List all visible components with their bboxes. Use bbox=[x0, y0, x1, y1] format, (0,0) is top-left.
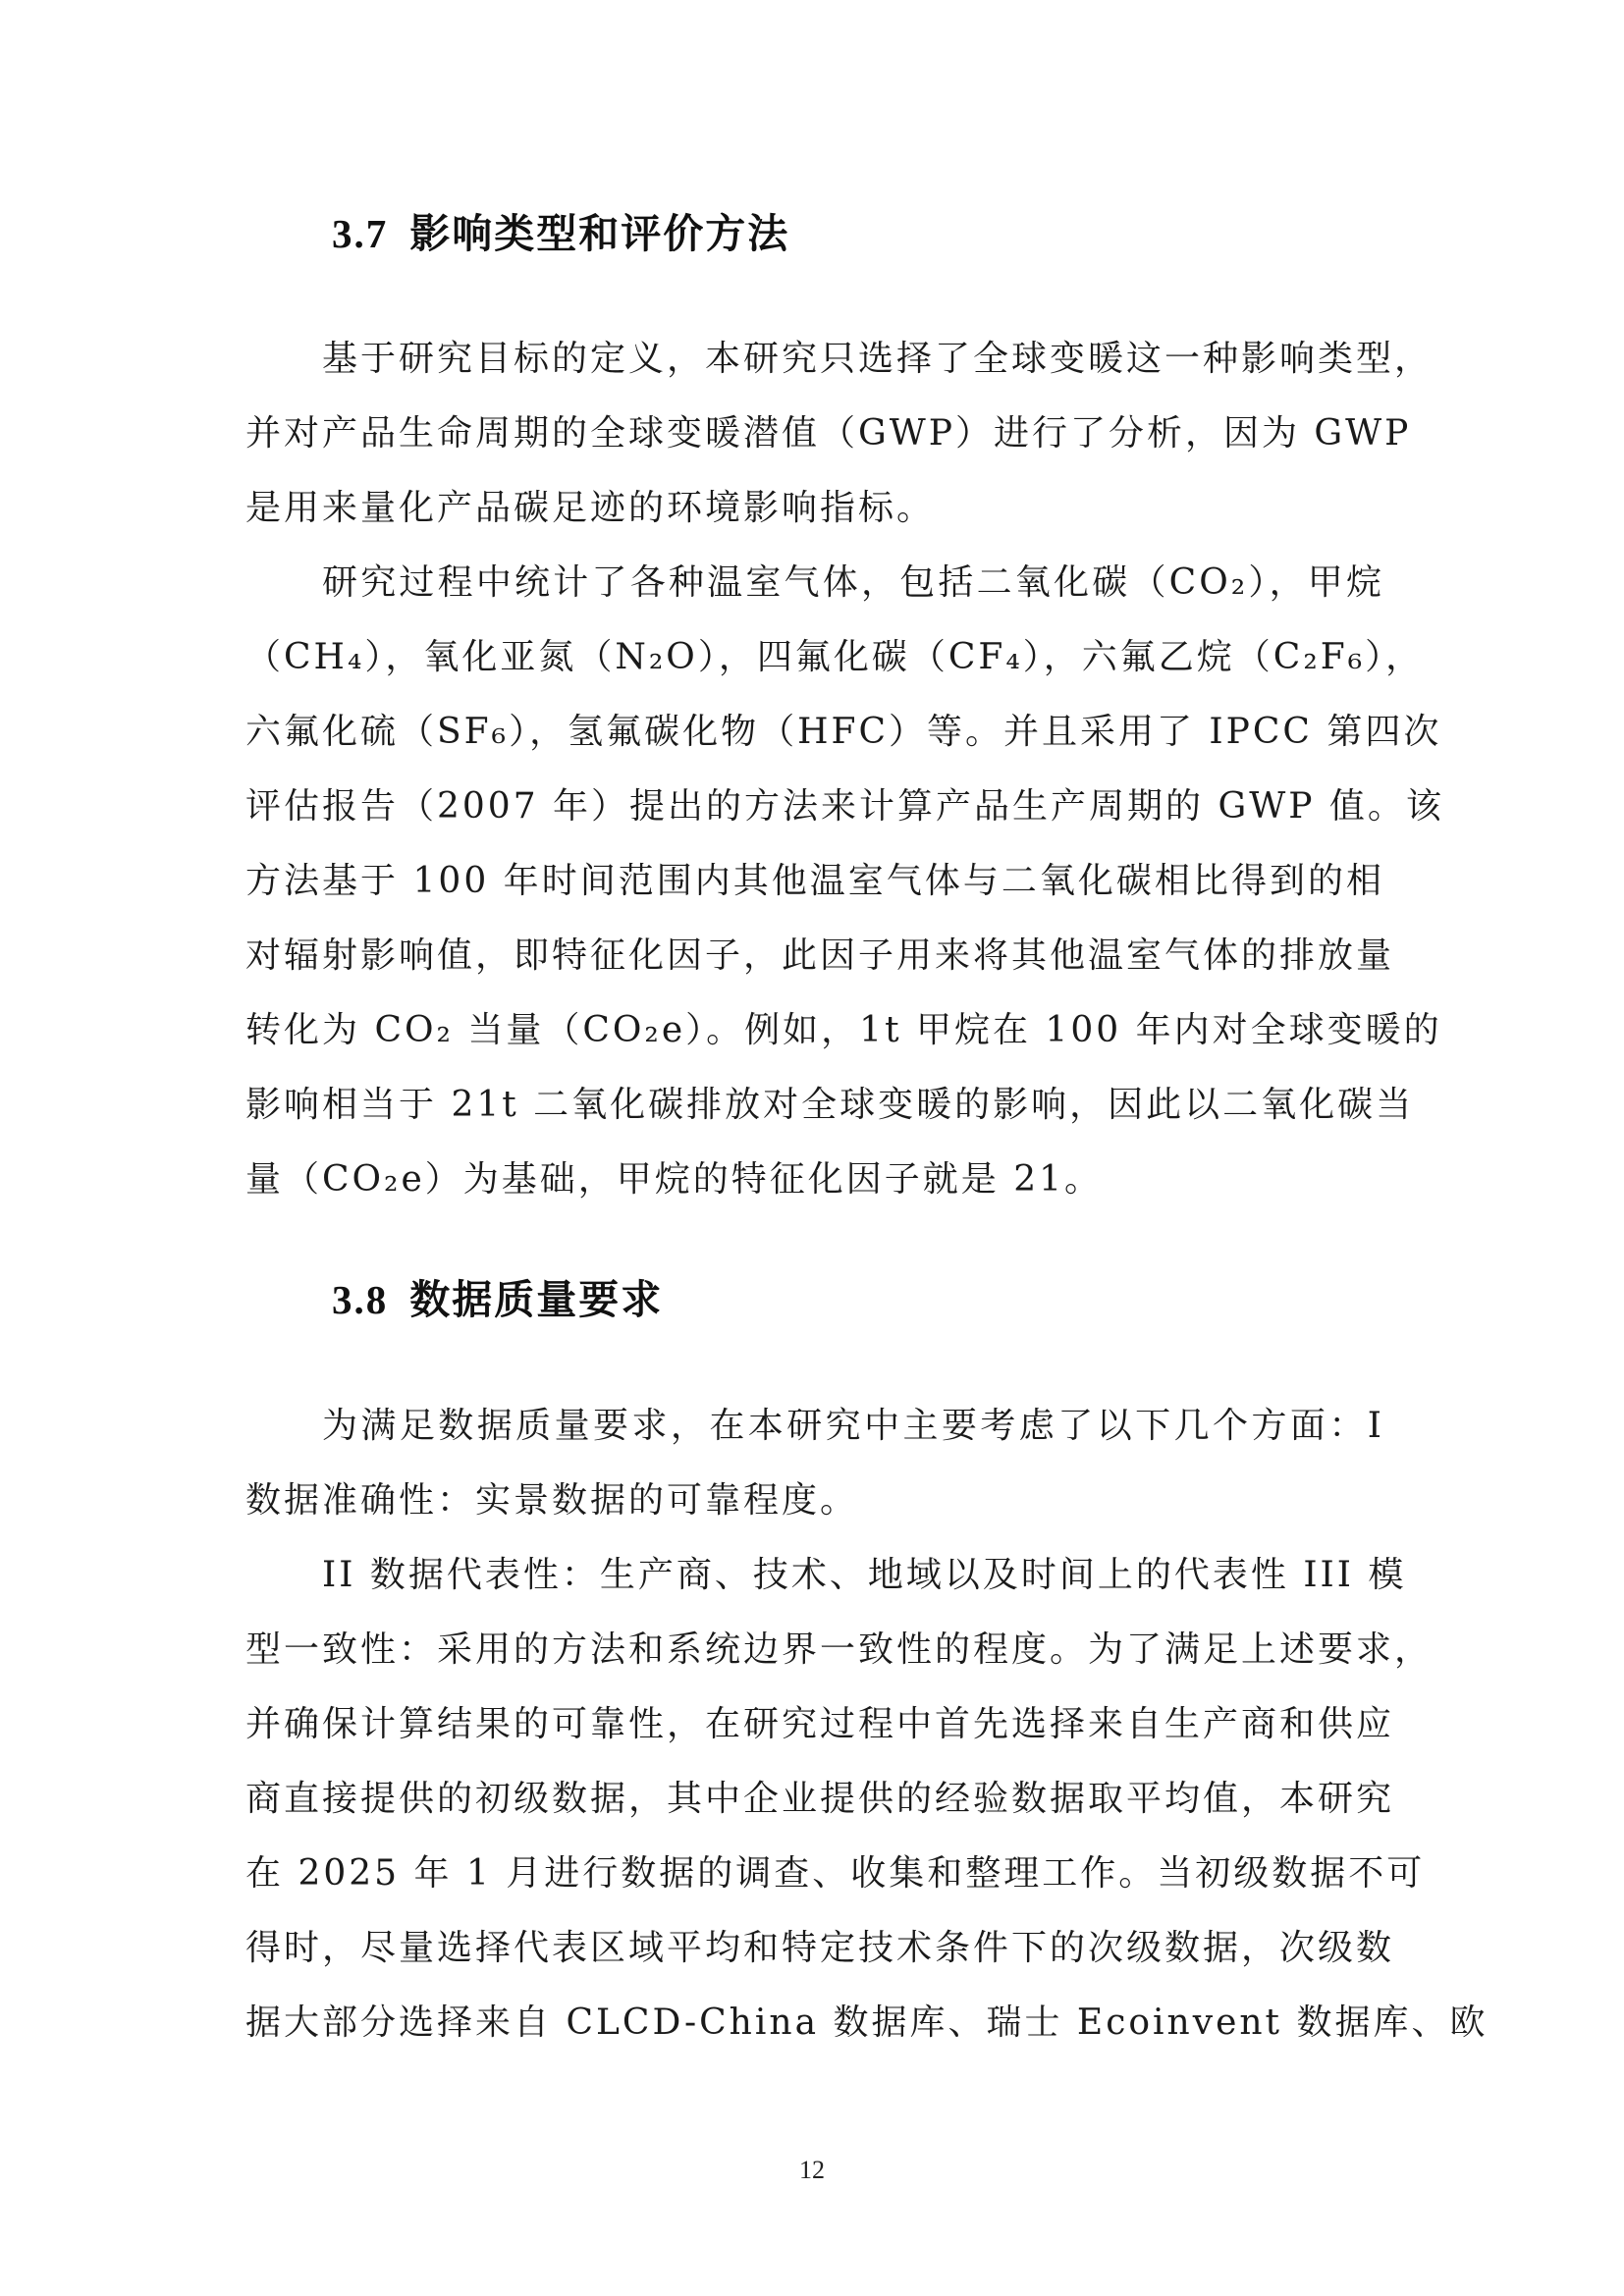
section-heading-3-8 bbox=[332, 1267, 663, 1325]
paragraph-line: 在 2025 年 1 月进行数据的调查、收集和整理工作。当初级数据不可 bbox=[245, 1853, 1426, 1894]
paragraph-line: 研究过程中统计了各种温室气体，包括二氧化碳（CO₂），甲烷 bbox=[322, 562, 1384, 603]
paragraph-line: 转化为 CO₂ 当量（CO₂e）。例如，1t 甲烷在 100 年内对全球变暖的 bbox=[245, 1010, 1442, 1050]
section-number: 3.8 bbox=[332, 1277, 389, 1322]
paragraph-line: 是用来量化产品碳足迹的环境影响指标。 bbox=[245, 488, 936, 528]
paragraph-line: 型一致性：采用的方法和系统边界一致性的程度。为了满足上述要求， bbox=[245, 1629, 1434, 1670]
paragraph-line: （CH₄），氧化亚氮（N₂O），四氟化碳（CF₄），六氟乙烷（C₂F₆）， bbox=[245, 637, 1425, 677]
page-number: 12 bbox=[799, 2156, 825, 2184]
paragraph-line: 六氟化硫（SF₆），氢氟碳化物（HFC）等。并且采用了 IPCC 第四次 bbox=[245, 712, 1442, 752]
paragraph-line: 评估报告（2007 年）提出的方法来计算产品生产周期的 GWP 值。该 bbox=[245, 786, 1444, 827]
paragraph-line: 基于研究目标的定义，本研究只选择了全球变暖这一种影响类型， bbox=[322, 339, 1434, 379]
paragraph-line: 数据准确性：实景数据的可靠程度。 bbox=[245, 1480, 859, 1521]
paragraph-line: 据大部分选择来自 CLCD-China 数据库、瑞士 Ecoinvent 数据库、欧 bbox=[245, 2002, 1489, 2043]
paragraph-line: 对辐射影响值，即特征化因子，此因子用来将其他温室气体的排放量 bbox=[245, 935, 1395, 976]
section-title: 数据质量要求 bbox=[409, 1276, 664, 1323]
paragraph-line: 量（CO₂e）为基础，甲烷的特征化因子就是 21。 bbox=[245, 1159, 1104, 1200]
paragraph-line: 并确保计算结果的可靠性，在研究过程中首先选择来自生产商和供应 bbox=[245, 1704, 1395, 1744]
section-number: 3.7 bbox=[332, 211, 389, 256]
paragraph-line: 影响相当于 21t 二氧化碳排放对全球变暖的影响，因此以二氧化碳当 bbox=[245, 1085, 1415, 1125]
section-title: 影响类型和评价方法 bbox=[409, 210, 790, 257]
paragraph-line: 为满足数据质量要求，在本研究中主要考虑了以下几个方面：I bbox=[322, 1406, 1384, 1446]
paragraph-line: 方法基于 100 年时间范围内其他温室气体与二氧化碳相比得到的相 bbox=[245, 861, 1384, 901]
section-heading-3-7 bbox=[332, 201, 789, 259]
paragraph-line: 商直接提供的初级数据，其中企业提供的经验数据取平均值，本研究 bbox=[245, 1779, 1395, 1819]
paragraph-line: 并对产品生命周期的全球变暖潜值（GWP）进行了分析，因为 GWP bbox=[245, 413, 1412, 454]
paragraph-line: II 数据代表性：生产商、技术、地域以及时间上的代表性 III 模 bbox=[322, 1555, 1407, 1595]
paragraph-line: 得时，尽量选择代表区域平均和特定技术条件下的次级数据，次级数 bbox=[245, 1928, 1395, 1968]
